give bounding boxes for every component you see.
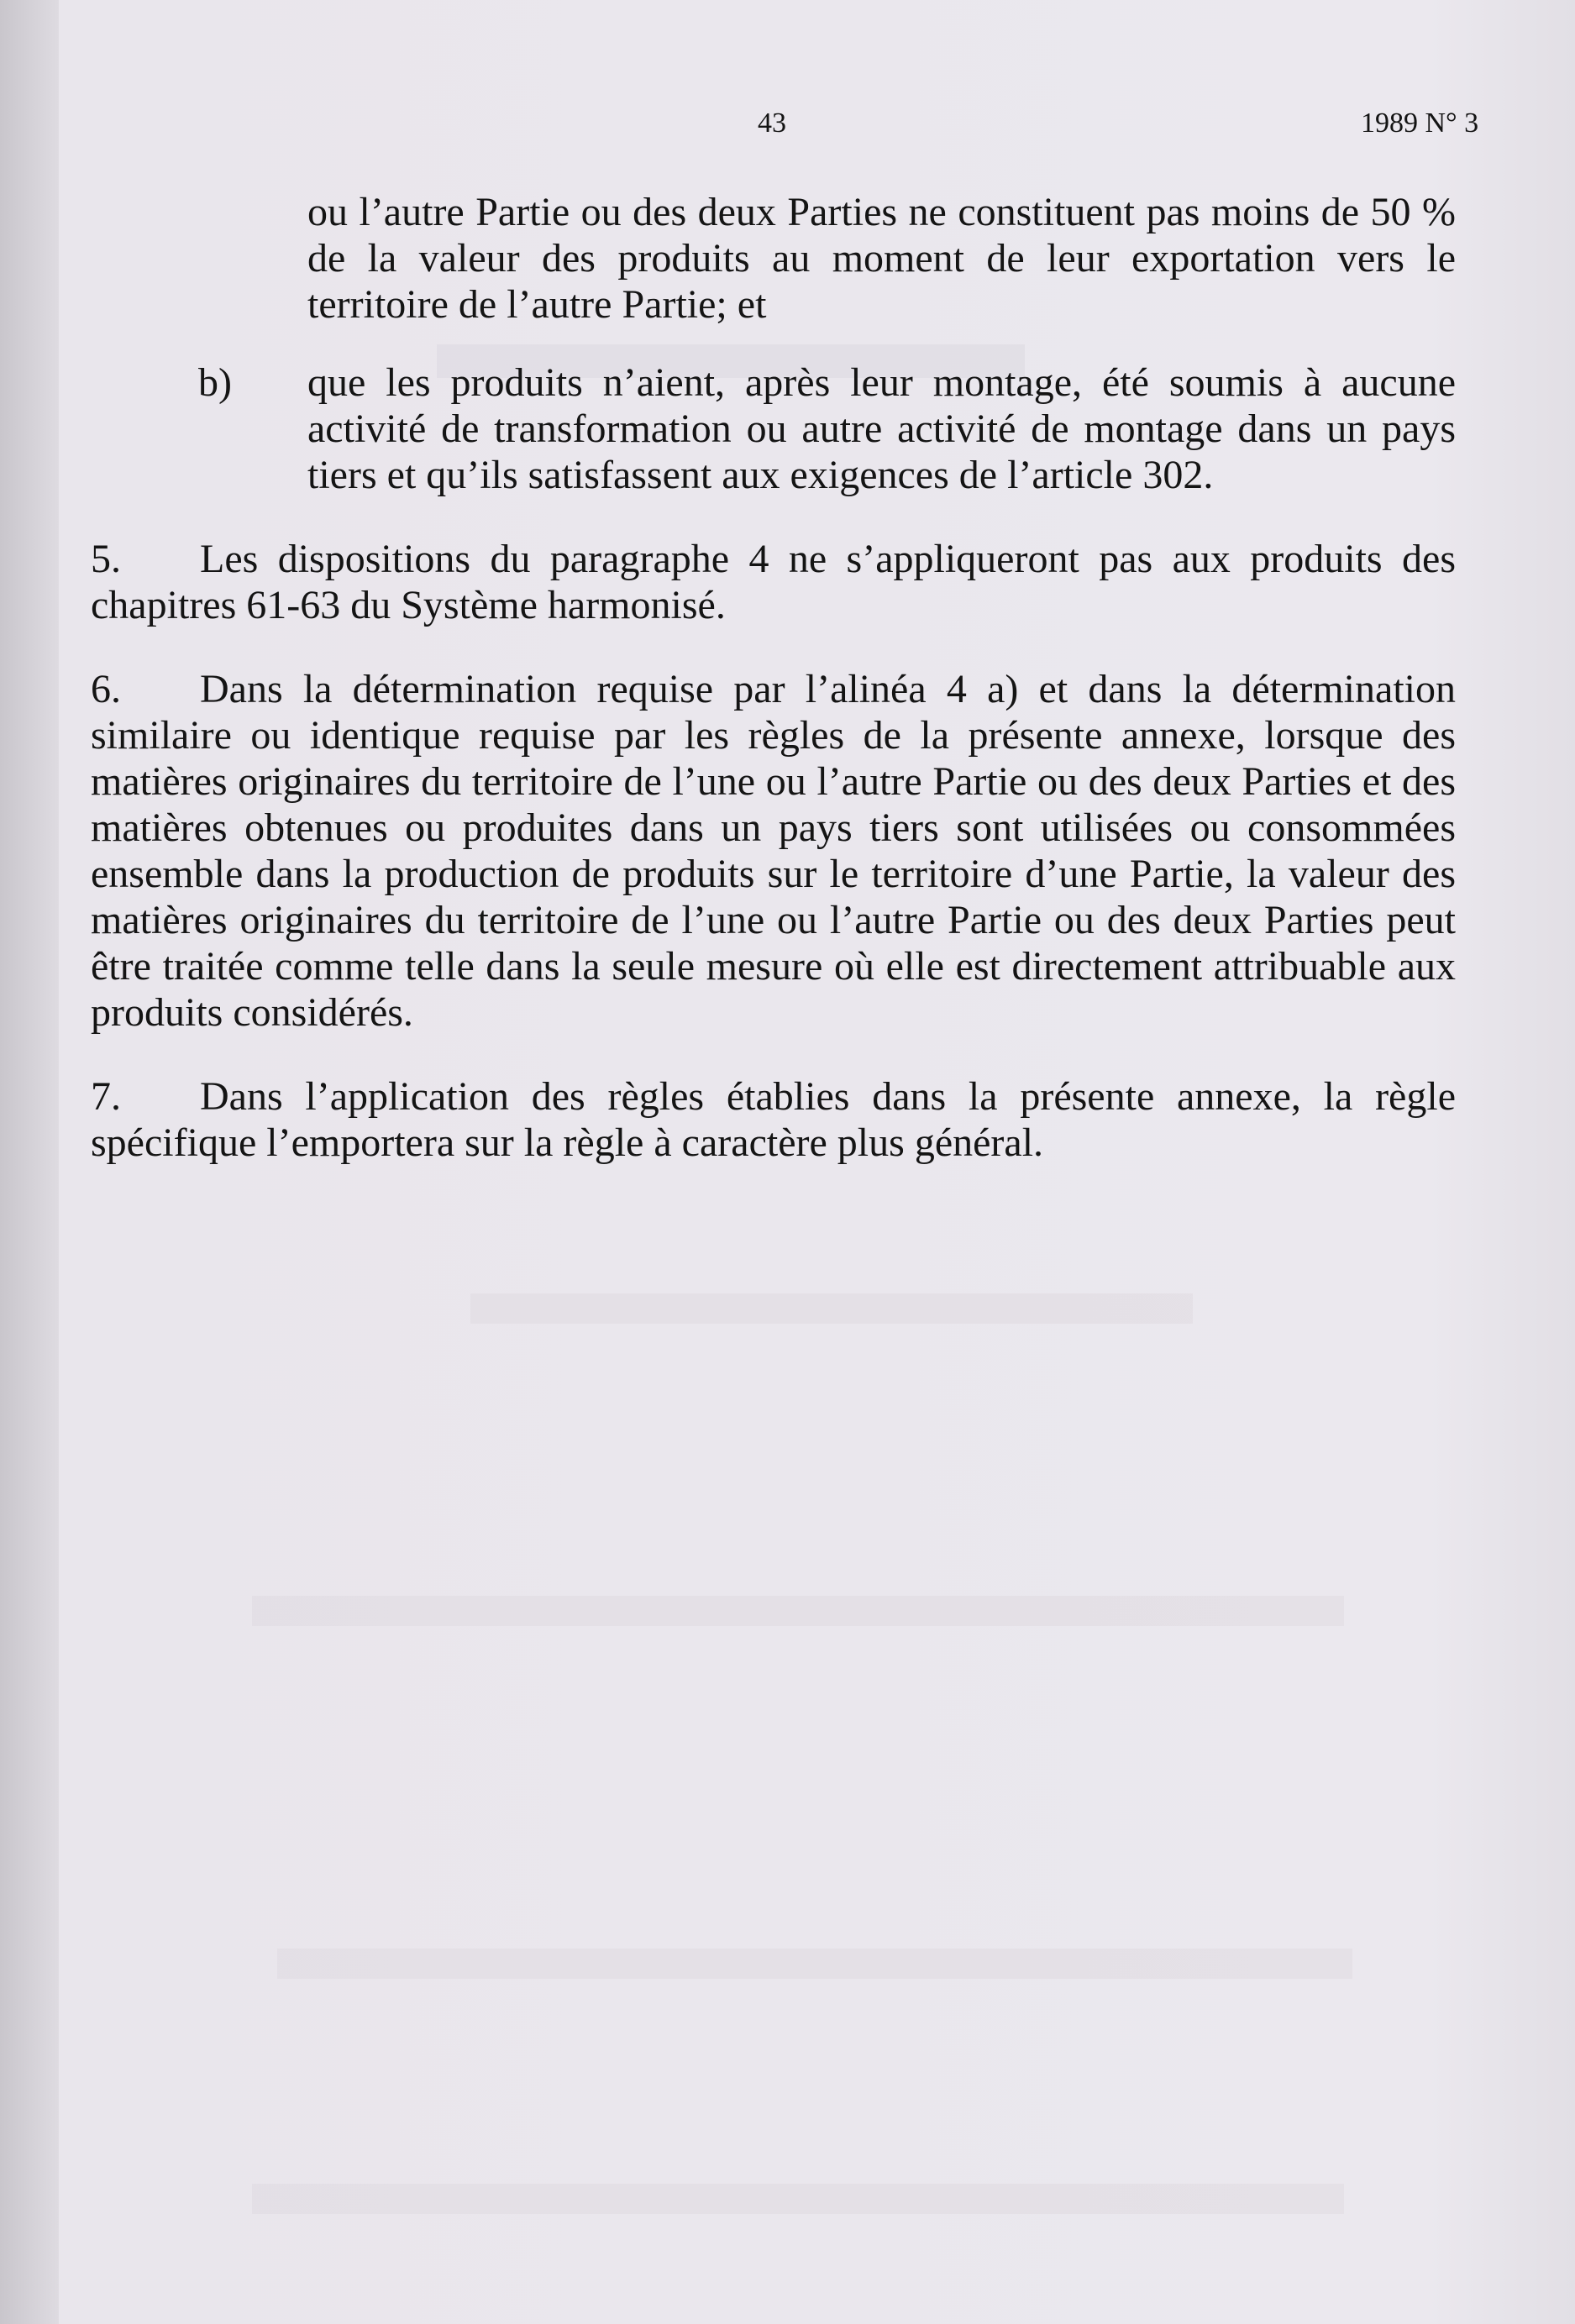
issue-number: 1989 N° 3 — [1361, 108, 1479, 139]
list-item-b — [91, 359, 1456, 498]
paragraph-text: Les dispositions du paragraphe 4 ne s’appliqueront pas aux produits des chapitres 61-63 du Système harmonisé. — [91, 537, 1456, 627]
page-number: 43 — [758, 108, 786, 139]
paragraph-text: Dans l’application des règles établies dans la présente annexe, la règle spécifique l’emportera sur la règle à caractère plus général. — [91, 1074, 1456, 1165]
bleed-through-block-2 — [470, 1293, 1193, 1324]
list-item-text: que les produits n’aient, après leur montage, été soumis à aucune activité de transformation ou autre activité de montage dans un pays tiers et qu’ils satisfassent aux exigences de l’article 302. — [307, 360, 1456, 497]
bleed-through-block-3 — [252, 1596, 1344, 1626]
paragraph-text: Dans la détermination requise par l’alinéa 4 a) et dans la détermination similaire ou identique requise par les règles de la présente annexe, lorsque des matières originaires du territoire de l’une ou l’autre Partie ou des deux Parties et des matières obtenues ou produites dans un pays tiers sont utilisées ou consommées ensemble dans la production de produits sur le territoire d’une Partie, la valeur des matières originaires du territoire de l’une ou l’autre Partie ou des deux Parties peut être traitée comme telle dans la seule mesure où elle est directement attribuable aux produits considérés. — [91, 667, 1456, 1035]
list-item-label: b) — [198, 360, 232, 405]
document-body — [91, 189, 1456, 1166]
paragraph-number: 6. — [91, 667, 121, 711]
paragraph-5 — [91, 536, 1456, 628]
bleed-through-block-4 — [277, 1949, 1352, 1979]
binding-edge — [0, 0, 59, 2324]
paragraph-number: 7. — [91, 1074, 121, 1119]
paragraph-6 — [91, 666, 1456, 1036]
continuation-text: ou l’autre Partie ou des deux Parties ne constituent pas moins de 50 % de la valeur des produits au moment de leur exportation vers le territoire de l’autre Partie; et — [307, 190, 1456, 327]
paragraph-7 — [91, 1073, 1456, 1166]
bleed-through-block-5 — [252, 2184, 1344, 2214]
paragraph-number: 5. — [91, 537, 121, 581]
